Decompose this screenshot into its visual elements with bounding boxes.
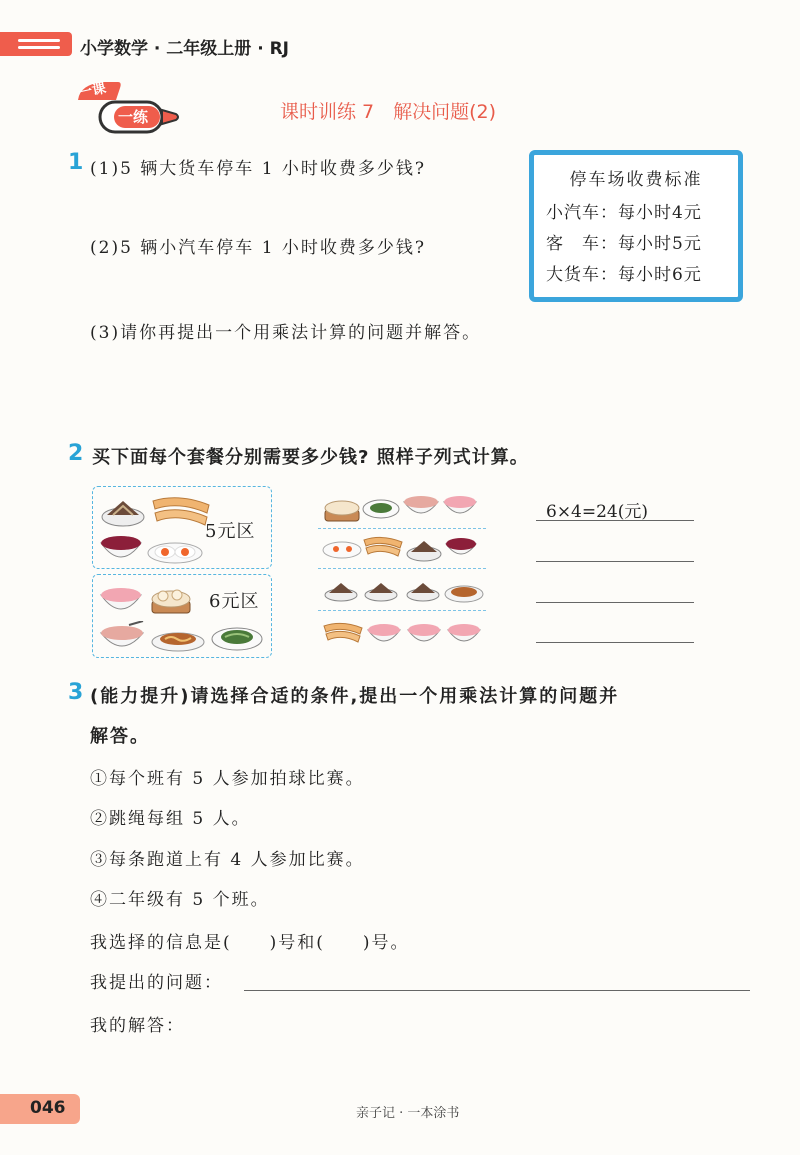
red-porridge-icon [444,534,478,562]
question-answer-line[interactable] [244,990,750,991]
question-number-3: 3 [68,680,84,705]
q1-part-2: (2)5 辆小汽车停车 1 小时收费多少钱? [90,238,427,258]
answer-line-2[interactable] [536,561,694,562]
pink-soup-icon [406,620,442,650]
q2-text: 买下面每个套餐分别需要多少钱? 照样子列式计算。 [92,447,529,468]
q3-choose: 我选择的信息是( )号和( )号。 [90,933,410,953]
zone-6-label: 6元区 [209,591,260,612]
q3-question-label: 我提出的问题： [90,973,223,993]
youtiao-icon [322,618,364,650]
answer-line-1[interactable] [536,520,694,521]
steamed-bun-icon [149,579,193,617]
red-porridge-icon [99,531,143,565]
footer-text: 亲子记 · 一本涂书 [356,1106,460,1121]
fried-egg-icon [322,538,362,560]
parking-fee-box [529,150,743,302]
zongzi-icon [324,578,358,602]
zone-6-yuan [92,574,272,658]
zongzi-icon [364,578,398,602]
lettuce-plate-icon [211,623,263,653]
page-number: 046 [30,1098,66,1118]
badge-top-text: 一课 [76,80,108,102]
q3-option-4: ④二年级有 5 个班。 [90,890,270,910]
q1-part-1: (1)5 辆大货车停车 1 小时收费多少钱? [90,159,427,179]
zongzi-icon [406,536,442,562]
fee-line-bus: 客 车：每小时5元 [546,234,702,254]
lesson-title: 课时训练 7 解决问题(2) [280,101,497,123]
q3-option-1: ①每个班有 5 人参加拍球比赛。 [90,769,365,789]
pink-soup-icon [366,620,402,650]
book-title: 小学数学 · 二年级上册 · RJ [80,39,290,59]
answer-line-4[interactable] [536,642,694,643]
fee-line-car: 小汽车：每小时4元 [546,203,702,223]
pink-soup-icon [442,492,478,522]
pink-soup-icon [446,620,482,650]
youtiao-icon [149,491,213,531]
fried-egg-icon [147,539,203,565]
zone-5-yuan [92,486,272,569]
example-answer: 6×4=24(元) [546,502,649,522]
header-stripe [0,32,72,56]
q3-answer-label: 我的解答： [90,1016,185,1036]
q1-part-3: (3)请你再提出一个用乘法计算的问题并解答。 [90,323,482,343]
fee-line-truck: 大货车：每小时6元 [546,265,702,285]
steamed-bun-icon [322,492,362,524]
row-divider [318,610,486,611]
fee-box-title: 停车场收费标准 [569,170,703,190]
question-number-1: 1 [68,150,84,175]
youtiao-icon [362,532,404,562]
fried-noodles-icon [151,627,205,653]
lettuce-plate-icon [362,496,400,520]
q3-line-1: (能力提升)请选择合适的条件,提出一个用乘法计算的问题并 [90,686,620,707]
fried-noodles-icon [444,582,484,604]
answer-line-3[interactable] [536,602,694,603]
zongzi-icon [406,578,440,602]
noodle-bowl-icon [99,621,145,653]
pink-soup-icon [99,583,143,617]
row-divider [318,528,486,529]
zone-5-label: 5元区 [205,521,256,542]
q3-line-2: 解答。 [90,726,150,747]
row-divider [318,568,486,569]
noodle-bowl-icon [402,492,440,522]
zongzi-icon [101,495,145,527]
badge-bottom-text: 一练 [118,108,149,126]
q3-option-3: ③每条跑道上有 4 人参加比赛。 [90,850,365,870]
q3-option-2: ②跳绳每组 5 人。 [90,809,251,829]
combo-grid [318,488,488,658]
question-number-2: 2 [68,441,84,466]
